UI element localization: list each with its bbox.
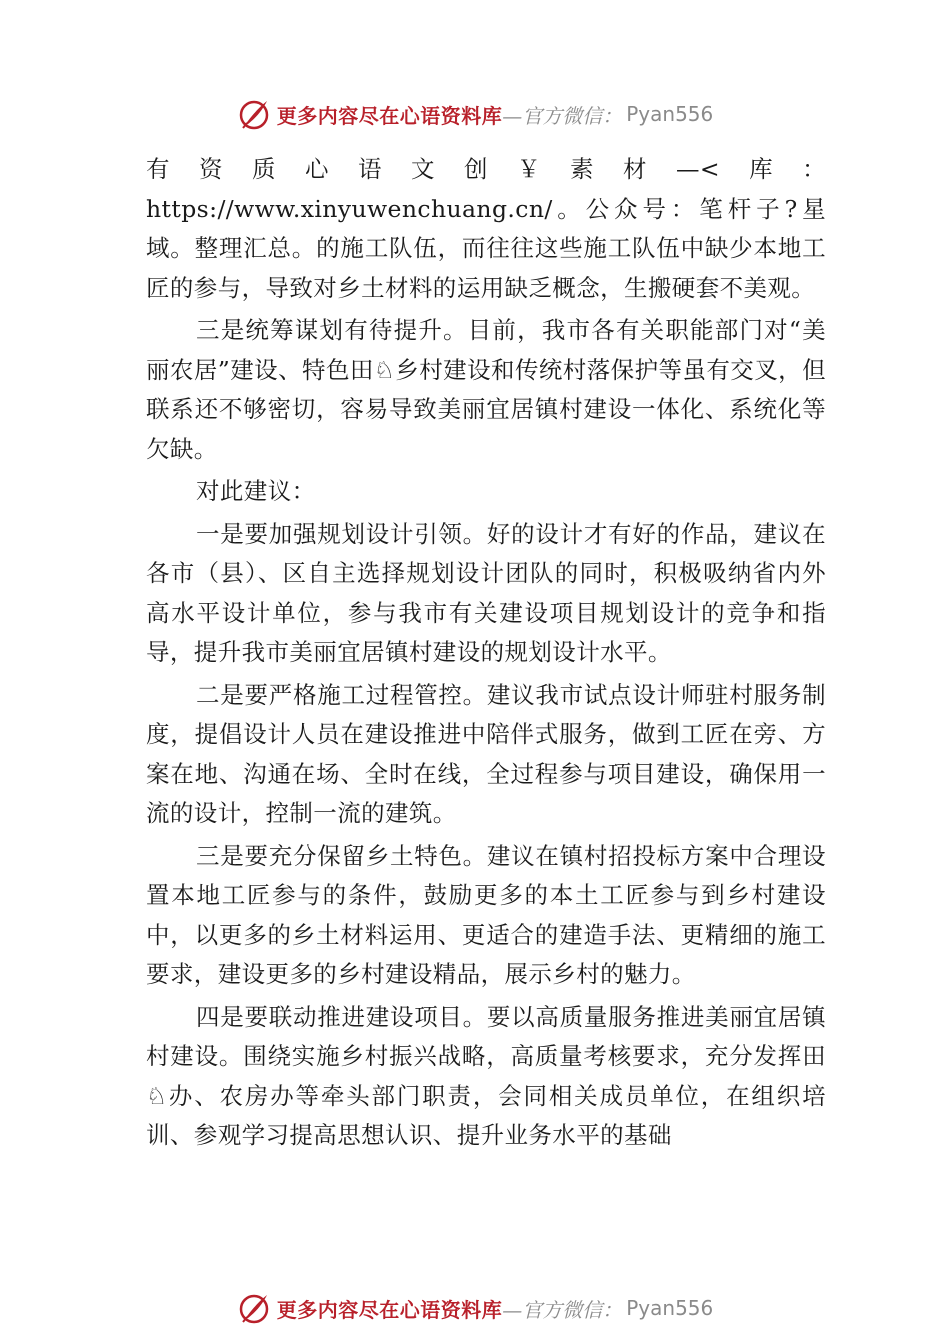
paragraph-2: 三是统筹谋划有待提升。目前，我市各有关职能部门对“美丽农居”建设、特色田♘乡村建设和传统村落保护等虽有交叉，但联系还不够密切，容易导致美丽宜居镇村建设一体化、系统化等欠缺。	[146, 316, 826, 463]
quill-pen-logo-icon	[237, 1291, 271, 1325]
quill-pen-logo-icon	[237, 97, 271, 131]
banner-wechat-handle: Pyan556	[626, 102, 714, 126]
document-body	[146, 150, 826, 1159]
paragraph-1: 有资质心语文创￥素材—<库：https://www.xinyuwenchuang.cn/。公众号：笔杆子?星域。整理汇总。的施工队伍，而往往这些施工队伍中缺少本地工匠的参与，导致对乡土材料的运用缺乏概念，生搬硬套不美观。	[146, 155, 826, 302]
banner-separator-text: —官方微信：	[502, 103, 623, 128]
paragraph-3: 对此建议：	[196, 477, 316, 505]
banner-main-text: 更多内容尽在心语资料库	[276, 103, 503, 128]
paragraph-5: 二是要严格施工过程管控。建议我市试点设计师驻村服务制度，提倡设计人员在建设推进中陪伴式服务，做到工匠在旁、方案在地、沟通在场、全时在线，全过程参与项目建设，确保用一流的设计，控制一流的建筑。	[146, 680, 826, 827]
banner-wechat-handle: Pyan556	[626, 1296, 714, 1320]
footer-watermark-banner	[0, 1288, 950, 1328]
header-watermark-banner	[0, 94, 950, 134]
paragraph-7: 四是要联动推进建设项目。要以高质量服务推进美丽宜居镇村建设。围绕实施乡村振兴战略，高质量考核要求，充分发挥田♘办、农房办等牵头部门职责，会同相关成员单位，在组织培训、参观学习提高思想认识、提升业务水平的基础	[146, 1002, 826, 1149]
paragraph-6: 三是要充分保留乡土特色。建议在镇村招投标方案中合理设置本地工匠参与的条件，鼓励更多的本土工匠参与到乡村建设中，以更多的乡土材料运用、更适合的建造手法、更精细的施工要求，建设更多的乡村建设精品，展示乡村的魅力。	[146, 841, 826, 988]
banner-separator-text: —官方微信：	[502, 1297, 623, 1322]
banner-main-text: 更多内容尽在心语资料库	[276, 1297, 503, 1322]
paragraph-4: 一是要加强规划设计引领。好的设计才有好的作品，建议在各市（县）、区自主选择规划设计团队的同时，积极吸纳省内外高水平设计单位，参与我市有关建设项目规划设计的竞争和指导，提升我市美丽宜居镇村建设的规划设计水平。	[146, 519, 826, 666]
